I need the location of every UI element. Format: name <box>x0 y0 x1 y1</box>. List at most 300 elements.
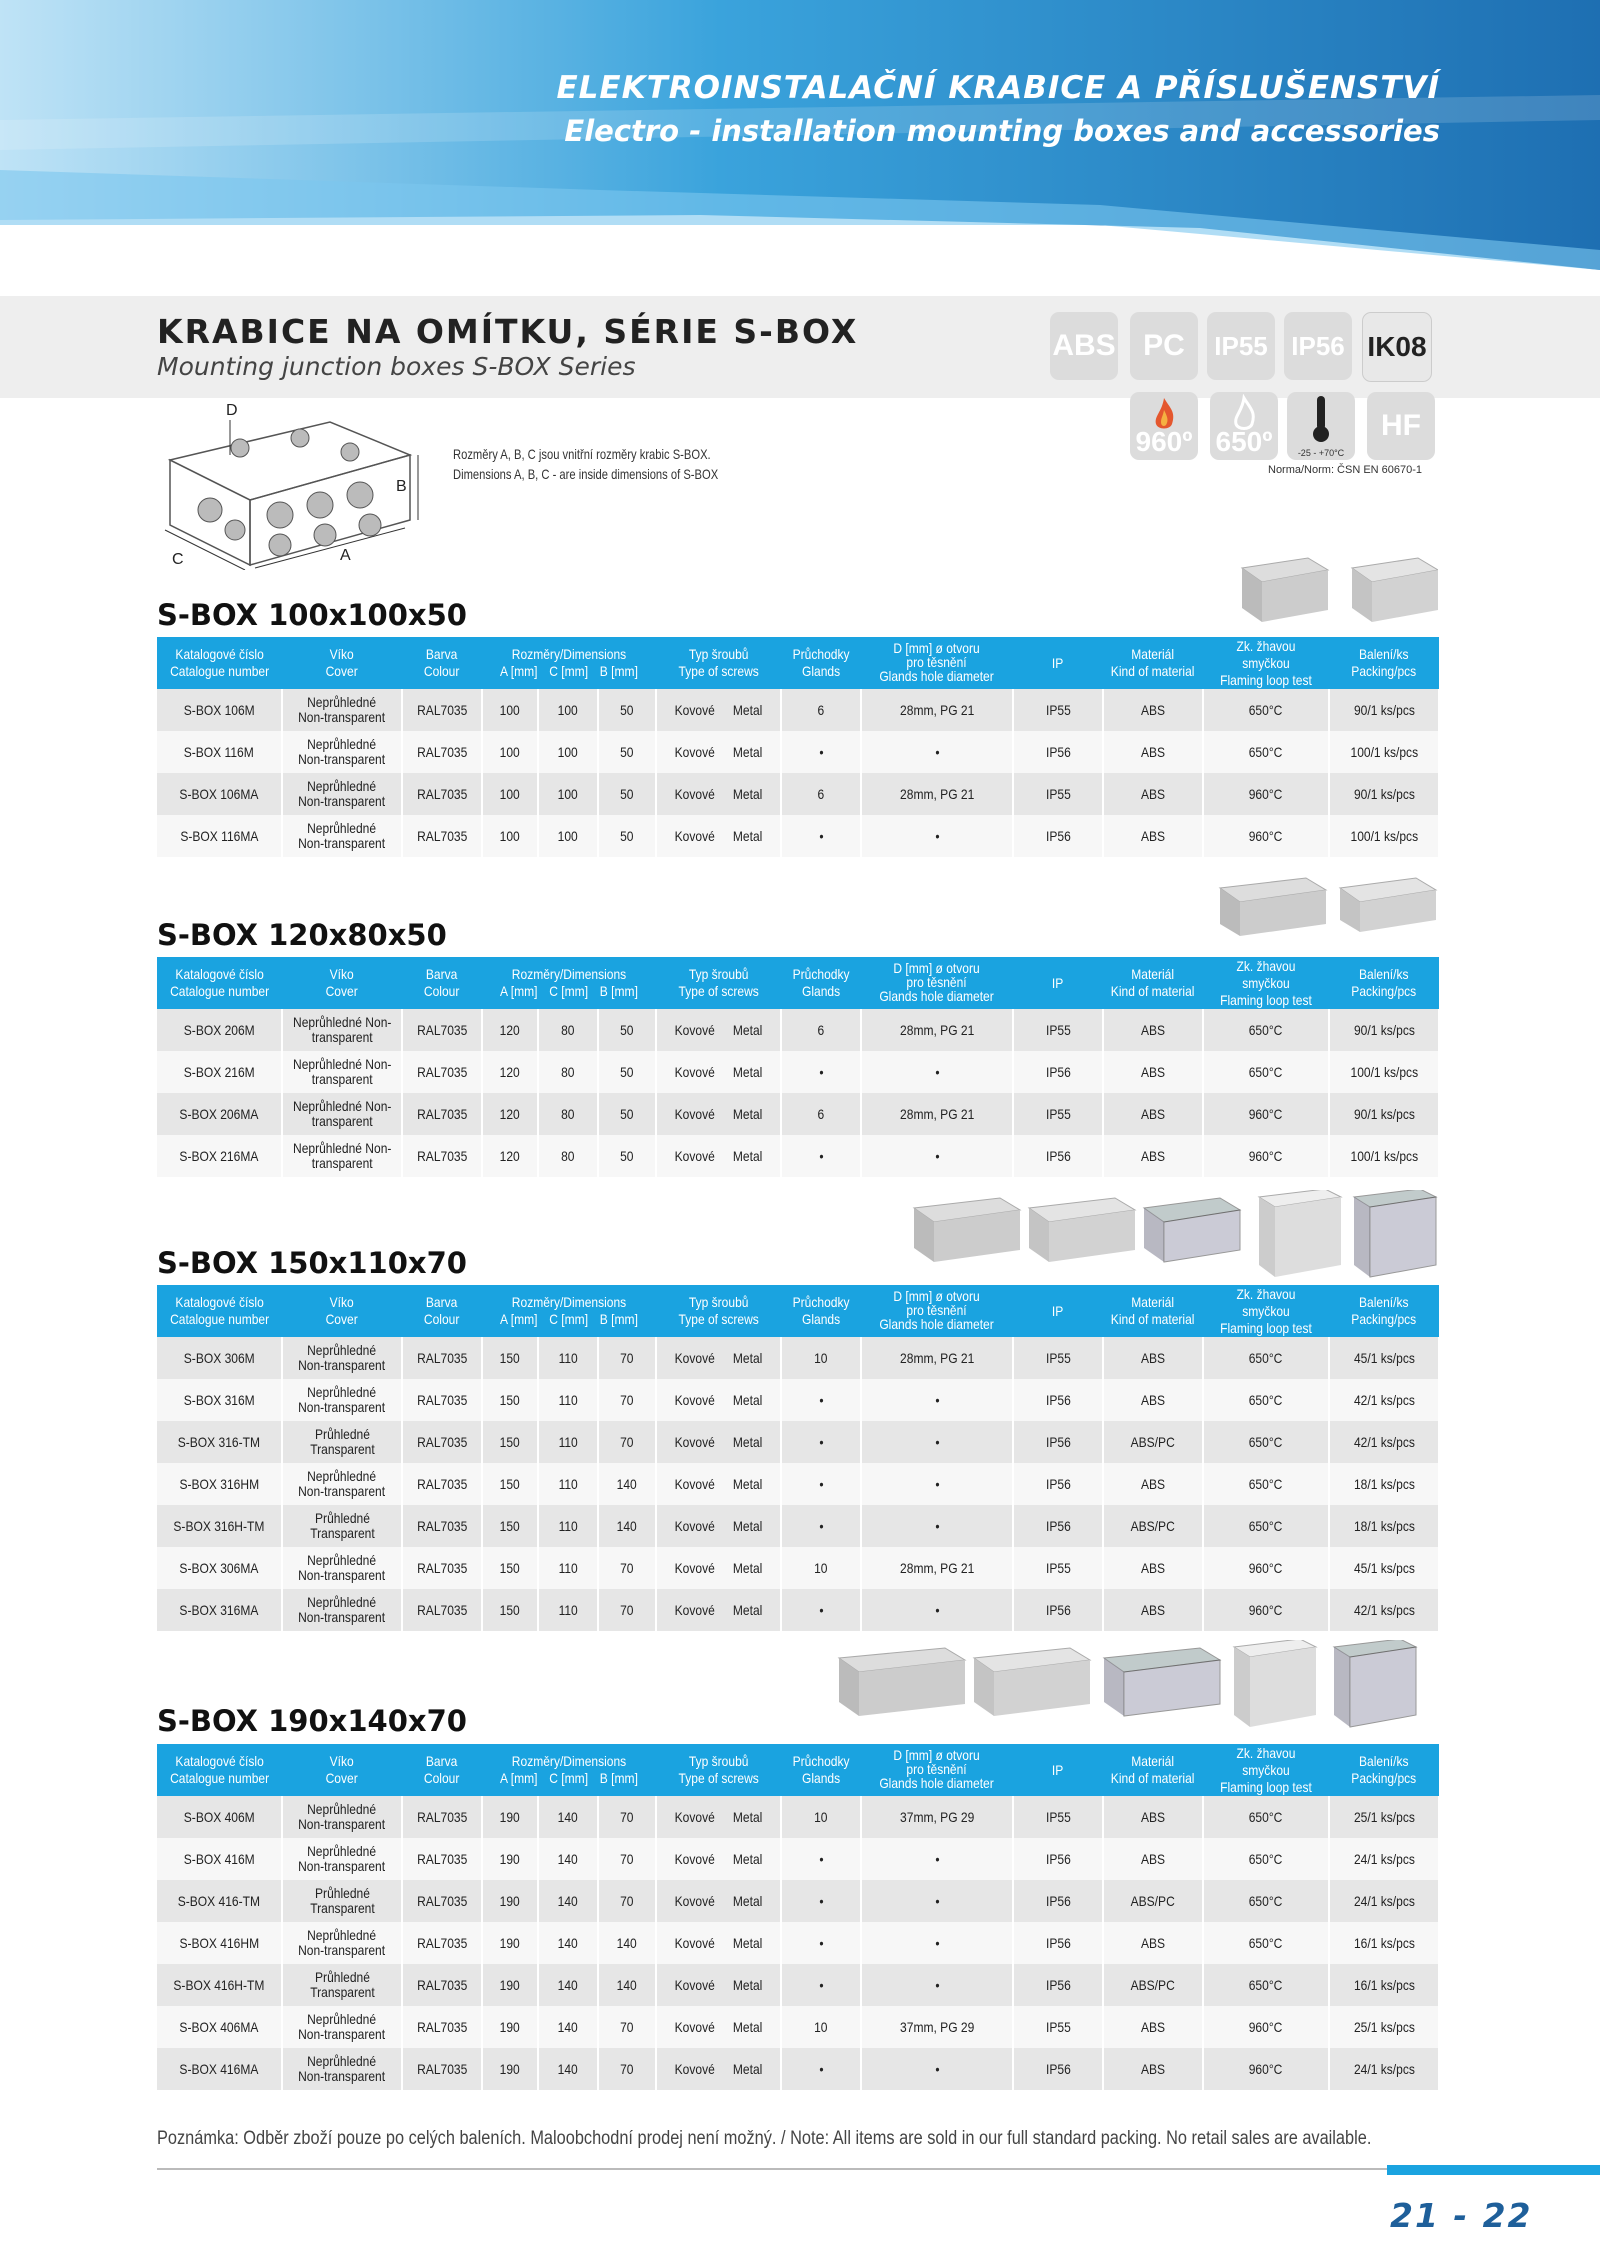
table-row <box>157 1880 1439 1922</box>
cell-material: ABS <box>1103 1838 1203 1880</box>
cell-colour: RAL7035 <box>402 1796 482 1838</box>
cell-dim-b: 70 <box>598 1379 656 1421</box>
ip56-badge: IP56 <box>1284 312 1352 380</box>
col-colour: Barva Colour <box>402 637 482 689</box>
cell-cover: Průhledné Transparent <box>282 1505 402 1547</box>
cell-ip: IP56 <box>1013 1379 1103 1421</box>
cell-packing: 90/1 ks/pcs <box>1329 689 1439 731</box>
cell-cover: Neprůhledné Non-transparent <box>282 1463 402 1505</box>
col-hole: D [mm] ø otvoru pro těsnění Glands hole diameter <box>861 957 1013 1009</box>
product-table <box>157 1744 1440 2090</box>
cell-packing: 25/1 ks/pcs <box>1329 1796 1439 1838</box>
cell-catalogue: S-BOX 316MA <box>157 1589 282 1631</box>
cell-dim-b: 70 <box>598 1589 656 1631</box>
cell-dim-c: 80 <box>538 1093 598 1135</box>
cell-ip: IP56 <box>1013 1135 1103 1177</box>
cell-hole: • <box>861 731 1013 773</box>
footer-divider <box>157 2168 1387 2170</box>
cell-packing: 45/1 ks/pcs <box>1329 1547 1439 1589</box>
cell-material: ABS <box>1103 1009 1203 1051</box>
cell-dim-b: 70 <box>598 2006 656 2048</box>
cell-screws: Kovové Metal <box>656 1838 781 1880</box>
cell-ip: IP56 <box>1013 731 1103 773</box>
cell-packing: 16/1 ks/pcs <box>1329 1922 1439 1964</box>
cell-dim-c: 140 <box>538 2048 598 2090</box>
cell-glands: 6 <box>781 773 861 815</box>
col-screws: Typ šroubů Type of screws <box>656 1285 781 1337</box>
cell-screws: Kovové Metal <box>656 689 781 731</box>
cell-hole: 28mm, PG 21 <box>861 1093 1013 1135</box>
cell-screws: Kovové Metal <box>656 1547 781 1589</box>
cell-ip: IP56 <box>1013 1421 1103 1463</box>
cell-dim-c: 110 <box>538 1379 598 1421</box>
cell-flame: 960°C <box>1203 1093 1329 1135</box>
col-colour: Barva Colour <box>402 1285 482 1337</box>
cell-cover: Neprůhledné Non-transparent <box>282 1922 402 1964</box>
cell-colour: RAL7035 <box>402 731 482 773</box>
table-row <box>157 1922 1439 1964</box>
cell-flame: 960°C <box>1203 815 1329 857</box>
cell-colour: RAL7035 <box>402 689 482 731</box>
product-images-120 <box>1216 870 1441 950</box>
cell-dim-b: 70 <box>598 1838 656 1880</box>
col-cover: Víko Cover <box>282 1744 402 1796</box>
cell-glands: 10 <box>781 1337 861 1379</box>
cell-colour: RAL7035 <box>402 2006 482 2048</box>
cell-material: ABS/PC <box>1103 1505 1203 1547</box>
cell-screws: Kovové Metal <box>656 1922 781 1964</box>
cell-catalogue: S-BOX 116MA <box>157 815 282 857</box>
cell-packing: 16/1 ks/pcs <box>1329 1964 1439 2006</box>
cell-dim-c: 140 <box>538 1880 598 1922</box>
cell-material: ABS <box>1103 1463 1203 1505</box>
dimension-note-cz: Rozměry A, B, C jsou vnitřní rozměry krabic S-BOX. <box>453 446 711 462</box>
cell-screws: Kovové Metal <box>656 1589 781 1631</box>
cell-colour: RAL7035 <box>402 1589 482 1631</box>
header-title-en: Electro - installation mounting boxes and accessories <box>564 114 1440 148</box>
table-title: S-BOX 100x100x50 <box>157 598 467 632</box>
cell-screws: Kovové Metal <box>656 815 781 857</box>
table-row <box>157 689 1439 731</box>
table-row <box>157 2006 1439 2048</box>
cell-packing: 25/1 ks/pcs <box>1329 2006 1439 2048</box>
col-dimensions: Rozměry/Dimensions A [mm] C [mm] B [mm] <box>482 957 656 1009</box>
table-row <box>157 731 1439 773</box>
cell-glands: • <box>781 1505 861 1547</box>
cell-material: ABS <box>1103 1922 1203 1964</box>
cell-hole: • <box>861 1880 1013 1922</box>
cell-cover: Neprůhledné Non- transparent <box>282 1051 402 1093</box>
cell-packing: 100/1 ks/pcs <box>1329 1051 1439 1093</box>
cell-ip: IP56 <box>1013 1922 1103 1964</box>
cell-cover: Neprůhledné Non-transparent <box>282 1547 402 1589</box>
cell-colour: RAL7035 <box>402 1009 482 1051</box>
cell-ip: IP56 <box>1013 1505 1103 1547</box>
table-row <box>157 2048 1439 2090</box>
cell-glands: 10 <box>781 1796 861 1838</box>
cell-packing: 42/1 ks/pcs <box>1329 1421 1439 1463</box>
cell-ip: IP56 <box>1013 1051 1103 1093</box>
cell-colour: RAL7035 <box>402 1135 482 1177</box>
cell-colour: RAL7035 <box>402 815 482 857</box>
table-row <box>157 1093 1439 1135</box>
cell-colour: RAL7035 <box>402 1547 482 1589</box>
table-row <box>157 1135 1439 1177</box>
cell-dim-b: 50 <box>598 689 656 731</box>
cell-dim-a: 120 <box>482 1009 538 1051</box>
cell-cover: Průhledné Transparent <box>282 1421 402 1463</box>
table-row <box>157 1009 1439 1051</box>
table-row <box>157 1964 1439 2006</box>
cell-dim-b: 140 <box>598 1964 656 2006</box>
col-flame: Zk. žhavou smyčkou Flaming loop test <box>1203 637 1329 689</box>
table-header-row <box>157 1285 1439 1337</box>
cell-material: ABS <box>1103 689 1203 731</box>
col-colour: Barva Colour <box>402 1744 482 1796</box>
cell-dim-c: 110 <box>538 1463 598 1505</box>
cell-packing: 100/1 ks/pcs <box>1329 731 1439 773</box>
table-title: S-BOX 150x110x70 <box>157 1246 467 1280</box>
col-screws: Typ šroubů Type of screws <box>656 957 781 1009</box>
table-title: S-BOX 190x140x70 <box>157 1704 467 1738</box>
cell-flame: 650°C <box>1203 1379 1329 1421</box>
col-material: Materiál Kind of material <box>1103 1744 1203 1796</box>
cell-packing: 45/1 ks/pcs <box>1329 1337 1439 1379</box>
cell-colour: RAL7035 <box>402 773 482 815</box>
col-cover: Víko Cover <box>282 1285 402 1337</box>
col-catalogue: Katalogové číslo Catalogue number <box>157 1744 282 1796</box>
cell-flame: 650°C <box>1203 1009 1329 1051</box>
col-material: Materiál Kind of material <box>1103 637 1203 689</box>
cell-hole: • <box>861 1135 1013 1177</box>
cell-glands: • <box>781 1379 861 1421</box>
cell-ip: IP55 <box>1013 1337 1103 1379</box>
col-packing: Balení/ks Packing/pcs <box>1329 957 1439 1009</box>
col-dimensions: Rozměry/Dimensions A [mm] C [mm] B [mm] <box>482 1744 656 1796</box>
cell-glands: 10 <box>781 1547 861 1589</box>
cell-flame: 650°C <box>1203 1796 1329 1838</box>
tall-transparent-box-image <box>1334 1640 1416 1727</box>
transparent-box-image <box>1144 1198 1240 1262</box>
col-hole: D [mm] ø otvoru pro těsnění Glands hole diameter <box>861 1285 1013 1337</box>
cell-hole: 28mm, PG 21 <box>861 1547 1013 1589</box>
col-ip: IP <box>1013 957 1103 1009</box>
cell-packing: 90/1 ks/pcs <box>1329 773 1439 815</box>
cell-catalogue: S-BOX 216MA <box>157 1135 282 1177</box>
cell-ip: IP55 <box>1013 1093 1103 1135</box>
cell-cover: Neprůhledné Non-transparent <box>282 731 402 773</box>
cell-dim-b: 70 <box>598 1421 656 1463</box>
cell-dim-b: 70 <box>598 1337 656 1379</box>
cell-ip: IP56 <box>1013 1589 1103 1631</box>
cell-cover: Neprůhledné Non- transparent <box>282 1009 402 1051</box>
cell-flame: 960°C <box>1203 2048 1329 2090</box>
col-dimensions: Rozměry/Dimensions A [mm] C [mm] B [mm] <box>482 637 656 689</box>
cell-screws: Kovové Metal <box>656 1009 781 1051</box>
cell-flame: 960°C <box>1203 773 1329 815</box>
cell-hole: • <box>861 1922 1013 1964</box>
tall-transparent-box-image <box>1354 1190 1436 1277</box>
col-ip: IP <box>1013 637 1103 689</box>
cell-glands: • <box>781 1421 861 1463</box>
cell-cover: Neprůhledné Non-transparent <box>282 773 402 815</box>
box-image <box>974 1648 1090 1716</box>
box-image <box>1242 558 1328 622</box>
cell-glands: • <box>781 1463 861 1505</box>
thermometer-icon <box>1306 394 1336 444</box>
page-header <box>0 0 1600 270</box>
cell-flame: 650°C <box>1203 1463 1329 1505</box>
cell-colour: RAL7035 <box>402 1964 482 2006</box>
cell-glands: 6 <box>781 1093 861 1135</box>
cell-colour: RAL7035 <box>402 1922 482 1964</box>
cell-dim-a: 190 <box>482 1880 538 1922</box>
cell-hole: • <box>861 1051 1013 1093</box>
cell-catalogue: S-BOX 306MA <box>157 1547 282 1589</box>
dim-a-label: A <box>340 547 351 564</box>
col-flame: Zk. žhavou smyčkou Flaming loop test <box>1203 1285 1329 1337</box>
cell-dim-b: 50 <box>598 1009 656 1051</box>
cell-dim-a: 150 <box>482 1337 538 1379</box>
cell-dim-c: 100 <box>538 731 598 773</box>
cell-material: ABS/PC <box>1103 1964 1203 2006</box>
cell-flame: 650°C <box>1203 1505 1329 1547</box>
product-table <box>157 1285 1440 1631</box>
cell-material: ABS <box>1103 2006 1203 2048</box>
cell-ip: IP55 <box>1013 2006 1103 2048</box>
col-ip: IP <box>1013 1744 1103 1796</box>
cell-colour: RAL7035 <box>402 1463 482 1505</box>
cell-screws: Kovové Metal <box>656 1051 781 1093</box>
col-packing: Balení/ks Packing/pcs <box>1329 1744 1439 1796</box>
cell-glands: • <box>781 815 861 857</box>
cell-material: ABS <box>1103 1093 1203 1135</box>
cell-screws: Kovové Metal <box>656 1093 781 1135</box>
table-header-row <box>157 1744 1439 1796</box>
cell-material: ABS <box>1103 773 1203 815</box>
cell-cover: Neprůhledné Non-transparent <box>282 2006 402 2048</box>
cell-material: ABS <box>1103 1337 1203 1379</box>
cell-glands: 10 <box>781 2006 861 2048</box>
cell-catalogue: S-BOX 406MA <box>157 2006 282 2048</box>
col-glands: Průchodky Glands <box>781 1744 861 1796</box>
flame-960-badge <box>1130 392 1198 460</box>
cell-hole: • <box>861 1589 1013 1631</box>
footer-accent-bar <box>1387 2165 1600 2175</box>
cell-material: ABS <box>1103 1051 1203 1093</box>
cell-packing: 100/1 ks/pcs <box>1329 815 1439 857</box>
col-packing: Balení/ks Packing/pcs <box>1329 637 1439 689</box>
cell-flame: 650°C <box>1203 1051 1329 1093</box>
product-images-150 <box>910 1190 1440 1280</box>
cell-glands: • <box>781 1589 861 1631</box>
cell-dim-a: 120 <box>482 1051 538 1093</box>
cell-dim-b: 50 <box>598 815 656 857</box>
cell-ip: IP55 <box>1013 1547 1103 1589</box>
cell-dim-b: 50 <box>598 731 656 773</box>
flame-650-badge <box>1210 392 1278 460</box>
cell-hole: 37mm, PG 29 <box>861 1796 1013 1838</box>
cell-screws: Kovové Metal <box>656 1463 781 1505</box>
header-title-cz: ELEKTROINSTALAČNÍ KRABICE A PŘÍSLUŠENSTVÍ <box>556 70 1440 106</box>
cell-screws: Kovové Metal <box>656 1880 781 1922</box>
cell-packing: 24/1 ks/pcs <box>1329 1880 1439 1922</box>
col-catalogue: Katalogové číslo Catalogue number <box>157 957 282 1009</box>
cell-dim-a: 120 <box>482 1135 538 1177</box>
cell-dim-a: 100 <box>482 815 538 857</box>
cell-catalogue: S-BOX 416M <box>157 1838 282 1880</box>
footer-note: Poznámka: Odběr zboží pouze po celých baleních. Maloobchodní prodej není možný. / Note: All items are sold in our full standard packing. No retail sales are available. <box>157 2128 1372 2149</box>
cell-colour: RAL7035 <box>402 1051 482 1093</box>
cell-screws: Kovové Metal <box>656 773 781 815</box>
temperature-range: -25 - +70°C <box>1297 448 1345 458</box>
cell-packing: 18/1 ks/pcs <box>1329 1463 1439 1505</box>
table-row <box>157 815 1439 857</box>
cell-glands: • <box>781 1838 861 1880</box>
cell-material: ABS <box>1103 815 1203 857</box>
cell-glands: • <box>781 1051 861 1093</box>
cell-ip: IP56 <box>1013 1463 1103 1505</box>
box-image <box>1340 878 1436 932</box>
cell-dim-b: 140 <box>598 1463 656 1505</box>
cell-dim-a: 150 <box>482 1379 538 1421</box>
cell-ip: IP55 <box>1013 1796 1103 1838</box>
cell-hole: • <box>861 1463 1013 1505</box>
cell-dim-a: 190 <box>482 1964 538 2006</box>
col-ip: IP <box>1013 1285 1103 1337</box>
cell-flame: 960°C <box>1203 1135 1329 1177</box>
cell-dim-a: 190 <box>482 2048 538 2090</box>
dim-b-label: B <box>396 478 407 495</box>
cell-hole: 28mm, PG 21 <box>861 773 1013 815</box>
cell-dim-c: 80 <box>538 1051 598 1093</box>
col-cover: Víko Cover <box>282 957 402 1009</box>
cell-flame: 960°C <box>1203 1589 1329 1631</box>
cell-dim-c: 110 <box>538 1505 598 1547</box>
cell-colour: RAL7035 <box>402 1880 482 1922</box>
cell-dim-b: 70 <box>598 1796 656 1838</box>
cell-dim-c: 80 <box>538 1135 598 1177</box>
transparent-box-image <box>1104 1648 1220 1716</box>
ip55-badge: IP55 <box>1207 312 1275 380</box>
cell-catalogue: S-BOX 406M <box>157 1796 282 1838</box>
col-cover: Víko Cover <box>282 637 402 689</box>
cell-glands: • <box>781 1880 861 1922</box>
col-material: Materiál Kind of material <box>1103 1285 1203 1337</box>
temperature-badge <box>1287 392 1355 460</box>
col-screws: Typ šroubů Type of screws <box>656 1744 781 1796</box>
cell-flame: 650°C <box>1203 1421 1329 1463</box>
cell-catalogue: S-BOX 316HM <box>157 1463 282 1505</box>
cell-catalogue: S-BOX 106M <box>157 689 282 731</box>
product-table <box>157 637 1440 857</box>
cell-catalogue: S-BOX 316-TM <box>157 1421 282 1463</box>
cell-hole: 28mm, PG 21 <box>861 1009 1013 1051</box>
cell-cover: Průhledné Transparent <box>282 1880 402 1922</box>
cell-flame: 650°C <box>1203 1964 1329 2006</box>
table-row <box>157 1421 1439 1463</box>
cell-colour: RAL7035 <box>402 1379 482 1421</box>
cell-dim-b: 70 <box>598 1880 656 1922</box>
product-images-100 <box>1238 550 1438 630</box>
cell-flame: 650°C <box>1203 1922 1329 1964</box>
cell-dim-c: 110 <box>538 1337 598 1379</box>
cell-dim-a: 190 <box>482 1796 538 1838</box>
flame-650-label: 650º <box>1215 426 1273 457</box>
table-row <box>157 773 1439 815</box>
section-subtitle: Mounting junction boxes S-BOX Series <box>157 352 636 381</box>
cell-material: ABS <box>1103 1379 1203 1421</box>
cell-dim-b: 50 <box>598 1135 656 1177</box>
cell-colour: RAL7035 <box>402 1337 482 1379</box>
dimension-note-en: Dimensions A, B, C - are inside dimensions of S-BOX <box>453 466 719 482</box>
cell-colour: RAL7035 <box>402 2048 482 2090</box>
col-catalogue: Katalogové číslo Catalogue number <box>157 637 282 689</box>
cell-dim-c: 100 <box>538 689 598 731</box>
cell-dim-a: 190 <box>482 1838 538 1880</box>
cell-screws: Kovové Metal <box>656 1505 781 1547</box>
cell-dim-c: 140 <box>538 1922 598 1964</box>
box-image <box>914 1198 1020 1262</box>
abs-badge: ABS <box>1050 312 1118 380</box>
cell-packing: 24/1 ks/pcs <box>1329 1838 1439 1880</box>
cell-catalogue: S-BOX 416H-TM <box>157 1964 282 2006</box>
table-row <box>157 1589 1439 1631</box>
cell-ip: IP55 <box>1013 689 1103 731</box>
cell-packing: 42/1 ks/pcs <box>1329 1379 1439 1421</box>
cell-catalogue: S-BOX 416-TM <box>157 1880 282 1922</box>
cell-dim-b: 50 <box>598 1051 656 1093</box>
cell-dim-b: 140 <box>598 1505 656 1547</box>
table-row <box>157 1463 1439 1505</box>
cell-material: ABS <box>1103 2048 1203 2090</box>
cell-flame: 650°C <box>1203 731 1329 773</box>
dimension-note <box>453 444 718 484</box>
cell-dim-a: 100 <box>482 731 538 773</box>
cell-cover: Neprůhledné Non-transparent <box>282 1379 402 1421</box>
table-row <box>157 1838 1439 1880</box>
cell-dim-b: 140 <box>598 1922 656 1964</box>
col-packing: Balení/ks Packing/pcs <box>1329 1285 1439 1337</box>
cell-catalogue: S-BOX 206M <box>157 1009 282 1051</box>
cell-cover: Neprůhledné Non- transparent <box>282 1093 402 1135</box>
cell-catalogue: S-BOX 416HM <box>157 1922 282 1964</box>
tall-box-image <box>1234 1640 1316 1727</box>
cell-screws: Kovové Metal <box>656 1964 781 2006</box>
table-row <box>157 1505 1439 1547</box>
table-row <box>157 1796 1439 1838</box>
cell-dim-b: 50 <box>598 773 656 815</box>
cell-hole: 28mm, PG 21 <box>861 689 1013 731</box>
cell-cover: Neprůhledné Non-transparent <box>282 689 402 731</box>
cell-ip: IP56 <box>1013 1964 1103 2006</box>
col-screws: Typ šroubů Type of screws <box>656 637 781 689</box>
cell-glands: • <box>781 1964 861 2006</box>
section-title: KRABICE NA OMÍTKU, SÉRIE S-BOX <box>157 312 859 351</box>
cell-dim-c: 140 <box>538 1838 598 1880</box>
cell-dim-a: 150 <box>482 1547 538 1589</box>
norm-label: Norma/Norm: ČSN EN 60670-1 <box>1268 464 1423 476</box>
cell-dim-c: 140 <box>538 1964 598 2006</box>
cell-dim-c: 140 <box>538 2006 598 2048</box>
cell-catalogue: S-BOX 416MA <box>157 2048 282 2090</box>
cell-hole: • <box>861 1421 1013 1463</box>
box-dimension-diagram <box>150 400 440 570</box>
cell-dim-c: 110 <box>538 1547 598 1589</box>
cell-hole: • <box>861 1964 1013 2006</box>
cell-dim-a: 150 <box>482 1589 538 1631</box>
cell-ip: IP55 <box>1013 1009 1103 1051</box>
